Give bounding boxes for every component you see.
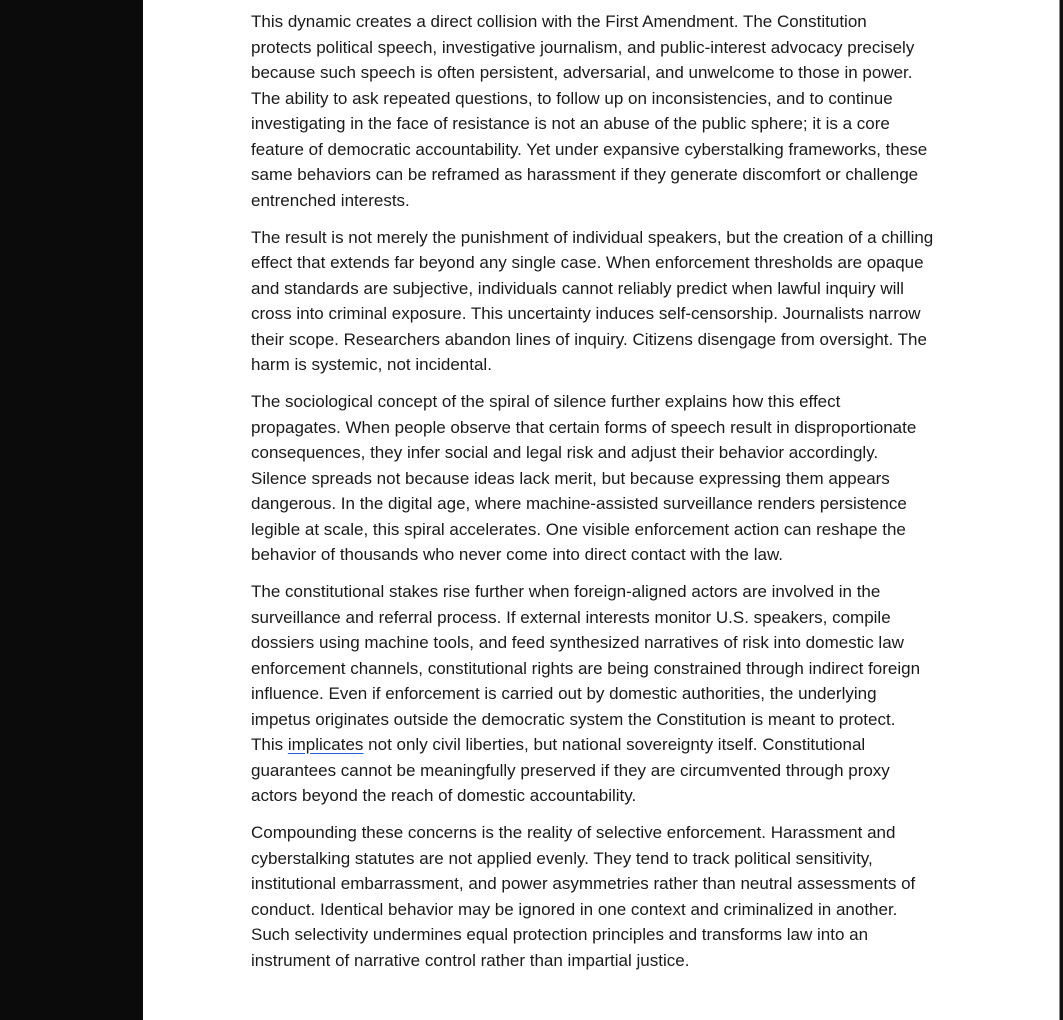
paragraph — [251, 9, 971, 213]
text-line: Silence spreads not because ideas lack merit, but because expressing them appears — [251, 468, 890, 488]
text-line: instrument of narrative control rather than impartial justice. — [251, 950, 690, 970]
text-line: same behaviors can be reframed as harassment if they generate discomfort or challenge — [251, 165, 919, 184]
text-segment: This — [251, 735, 288, 754]
text-line: dangerous. In the digital age, where machine-assisted surveillance renders persistence — [251, 494, 907, 513]
text-line — [251, 732, 971, 758]
text-line: The constitutional stakes rise further when foreign-aligned actors are involved in the — [251, 582, 881, 601]
text-line: their scope. Researchers abandon lines of inquiry. Citizens disengage from oversight. The — [251, 329, 927, 349]
text-line: consequences, they infer social and legal risk and adjust their behavior accordingly. — [251, 443, 879, 462]
text-line: The result is not merely the punishment of individual speakers, but the creation of a chilling — [251, 227, 934, 247]
text-line: surveillance and referral process. If external interests monitor U.S. speakers, compile — [251, 607, 891, 627]
text-line: dossiers using machine tools, and feed synthesized narratives of risk into domestic law — [251, 633, 904, 652]
text-line: behavior of thousands who never come into direct contact with the law. — [251, 545, 784, 564]
text-line: enforcement channels, constitutional rights are being constrained through indirect foreign — [251, 658, 921, 678]
text-line: actors beyond the reach of domestic accountability. — [251, 786, 637, 805]
text-line: Compounding these concerns is the reality of selective enforcement. Harassment and — [251, 823, 896, 842]
text-line: impetus originates outside the democratic system the Constitution is meant to protect. — [251, 709, 896, 729]
implicates-link[interactable]: implicates — [287, 735, 364, 754]
text-line: institutional embarrassment, and power asymmetries rather than neutral assessments of — [251, 874, 916, 893]
text-segment: not only civil liberties, but national sovereignty itself. Constitutional — [363, 735, 866, 754]
text-line: investigating in the face of resistance is not an abuse of the public sphere; it is a core — [251, 114, 890, 133]
text-line: effect that extends far beyond any single case. When enforcement thresholds are opaque — [251, 253, 924, 272]
left-sidebar — [0, 0, 143, 1020]
article-body — [251, 9, 971, 985]
text-line: feature of democratic accountability. Yet under expansive cyberstalking frameworks, these — [251, 139, 928, 159]
text-line: harm is systemic, not incidental. — [251, 355, 492, 374]
text-line: protects political speech, investigative journalism, and public-interest advocacy precisely — [251, 37, 915, 57]
text-line: guarantees cannot be meaningfully preserved if they are circumvented through proxy — [251, 760, 890, 780]
text-line: This dynamic creates a direct collision with the First Amendment. The Constitution — [251, 12, 867, 31]
text-line: cyberstalking statutes are not applied evenly. They tend to track political sensitivity, — [251, 848, 873, 868]
text-line: conduct. Identical behavior may be ignored in one context and criminalized in another. — [251, 899, 898, 919]
text-line: Such selectivity undermines equal protection principles and transforms law into an — [251, 925, 869, 944]
text-line: influence. Even if enforcement is carried out by domestic authorities, the underlying — [251, 684, 877, 703]
paragraph — [251, 225, 971, 378]
text-line: propagates. When people observe that certain forms of speech result in disproportionate — [251, 417, 917, 437]
paragraph — [251, 579, 971, 809]
text-line: The ability to ask repeated questions, to follow up on inconsistencies, and to continue — [251, 88, 893, 108]
text-line: cross into criminal exposure. This uncertainty induces self-censorship. Journalists narrow — [251, 304, 921, 323]
window-edge — [1059, 0, 1063, 1020]
text-line: legible at scale, this spiral accelerates. One visible enforcement action can reshape the — [251, 519, 906, 539]
text-line: and standards are subjective, individuals cannot reliably predict when lawful inquiry will — [251, 278, 904, 298]
paragraph — [251, 820, 971, 973]
text-line: because such speech is often persistent, adversarial, and unwelcome to those in power. — [251, 63, 913, 82]
paragraph — [251, 389, 971, 568]
text-line: entrenched interests. — [251, 190, 410, 210]
text-line: The sociological concept of the spiral of silence further explains how this effect — [251, 392, 841, 411]
